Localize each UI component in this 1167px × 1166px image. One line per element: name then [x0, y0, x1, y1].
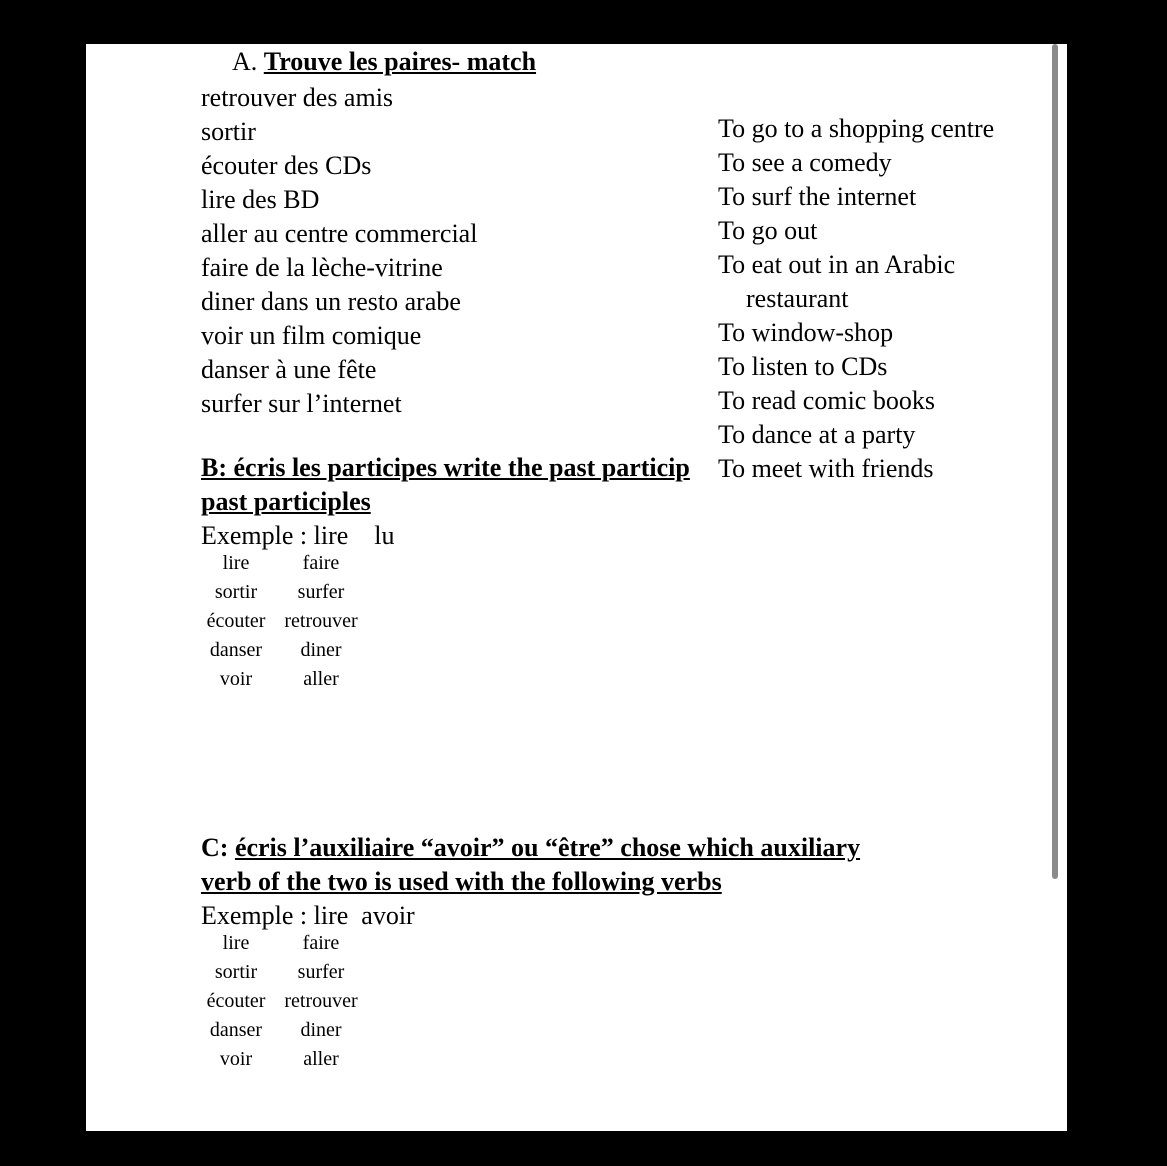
english-item: To read comic books [718, 386, 935, 415]
section-a-title: Trouve les paires- match [263, 47, 537, 76]
verb-cell: voir [219, 668, 253, 690]
section-c-heading [201, 831, 860, 899]
vertical-scrollbar[interactable] [1052, 44, 1058, 879]
verb-cell: écouter [206, 990, 266, 1012]
french-item: lire des BD [201, 185, 320, 214]
french-item: sortir [201, 117, 256, 146]
section-a-heading [232, 45, 536, 79]
english-item: To meet with friends [718, 454, 934, 483]
french-item: retrouver des amis [201, 83, 394, 112]
verb-cell: faire [302, 932, 340, 954]
english-item: To see a comedy [718, 148, 892, 177]
verb-cell: surfer [297, 961, 345, 983]
verb-cell: danser [209, 639, 263, 661]
english-item: To window-shop [718, 318, 894, 347]
verb-cell: diner [300, 1019, 342, 1041]
section-c-title-line2: verb of the two is used with the following verbs [201, 867, 722, 896]
french-list [201, 81, 477, 421]
verb-cell: aller [303, 1048, 339, 1070]
french-item: surfer sur l’internet [201, 389, 402, 418]
english-item: To eat out in an Arabic [718, 250, 956, 279]
english-item: To go to a shopping centre [718, 114, 995, 143]
section-b-example: Exemple : lire lu [201, 521, 395, 550]
verb-cell: lire [222, 552, 250, 574]
french-item: faire de la lèche-vitrine [201, 253, 443, 282]
verb-cell: danser [209, 1019, 263, 1041]
section-c-prefix: C: [201, 833, 229, 862]
english-list [718, 112, 994, 486]
verb-cell: retrouver [284, 610, 358, 632]
verb-cell: écouter [206, 610, 266, 632]
english-item: To surf the internet [718, 182, 917, 211]
section-a-marker: A. [232, 47, 258, 76]
verb-cell: diner [300, 639, 342, 661]
french-item: aller au centre commercial [201, 219, 478, 248]
section-b-heading [201, 451, 690, 519]
french-item: écouter des CDs [201, 151, 372, 180]
verb-cell: surfer [297, 581, 345, 603]
section-c-example: Exemple : lire avoir [201, 901, 415, 930]
verb-cell: aller [303, 668, 339, 690]
verb-cell: faire [302, 552, 340, 574]
verb-cell: sortir [214, 961, 258, 983]
verb-cell: sortir [214, 581, 258, 603]
section-c-title-line1: écris l’auxiliaire “avoir” ou “être” chose which auxiliary [234, 833, 861, 862]
verb-cell: voir [219, 1048, 253, 1070]
english-item: To listen to CDs [718, 352, 888, 381]
english-item: To dance at a party [718, 420, 916, 449]
english-item: To go out [718, 216, 818, 245]
english-item-continued: restaurant [746, 284, 849, 313]
french-item: diner dans un resto arabe [201, 287, 461, 316]
section-b-title-line2: past participles [201, 487, 371, 516]
french-item: voir un film comique [201, 321, 422, 350]
verb-cell: lire [222, 932, 250, 954]
french-item: danser à une fête [201, 355, 377, 384]
section-b-title-line1: B: écris les participes write the past particip [201, 453, 690, 482]
verb-cell: retrouver [284, 990, 358, 1012]
